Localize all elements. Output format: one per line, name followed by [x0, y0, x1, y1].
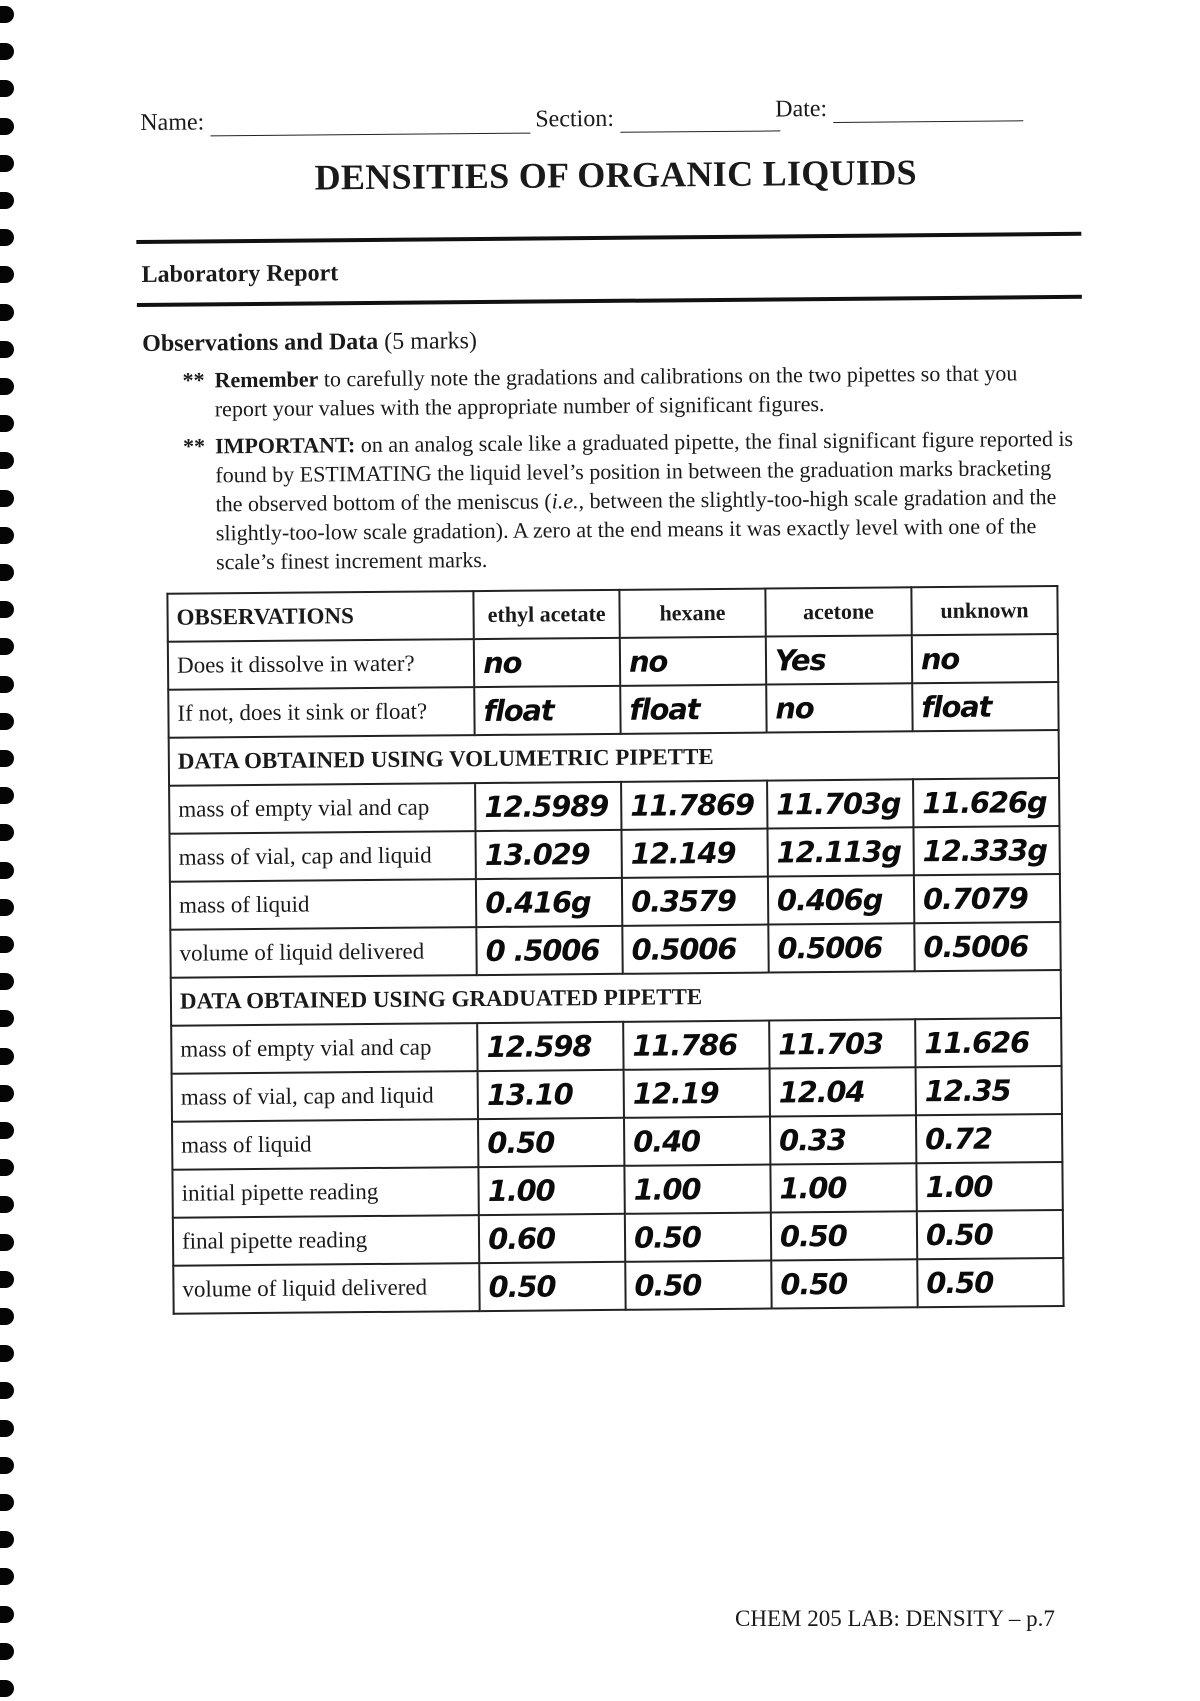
binding-hole [0, 452, 14, 469]
binding-hole [0, 527, 14, 544]
handwritten-entry[interactable]: 11.7869 [621, 781, 767, 830]
observations-table [166, 585, 1064, 1315]
binding-hole [0, 899, 14, 916]
name-label: Name: [140, 109, 205, 136]
graduated-row-label: mass of empty vial and cap [171, 1023, 478, 1074]
spiral-binding [0, 0, 26, 1701]
binding-hole [0, 601, 14, 618]
note2-text-b: between the slightly-too-high scale gradation and the slightly-too-low scale gradation). A zero at the end means it was exactly level with one of the scale’s finest increment marks. [215, 484, 1057, 575]
handwritten-entry[interactable]: 12.149 [621, 829, 767, 878]
note1-text: to carefully note the gradations and calibrations on the two pipettes so that you report your values with the appropriate number of significant figures. [214, 360, 1018, 422]
binding-hole [0, 1234, 14, 1251]
handwritten-entry[interactable]: 11.703 [769, 1019, 915, 1068]
header-unknown: unknown [911, 586, 1058, 635]
binding-hole [0, 1606, 14, 1623]
handwritten-entry[interactable]: 11.626 [915, 1018, 1062, 1067]
volumetric-row-label: mass of vial, cap and liquid [169, 831, 476, 882]
date-blank[interactable] [833, 98, 1023, 123]
binding-hole [0, 1308, 14, 1325]
date-field[interactable] [775, 94, 1023, 123]
handwritten-entry[interactable]: 0.72 [916, 1114, 1063, 1163]
handwritten-entry[interactable]: 0.416g [476, 878, 622, 927]
binding-hole [0, 1048, 14, 1065]
date-label: Date: [775, 96, 828, 123]
binding-hole [0, 1159, 14, 1176]
student-info-row [140, 82, 1090, 140]
binding-hole [0, 1345, 14, 1362]
binding-hole [0, 676, 14, 693]
binding-hole [0, 750, 14, 767]
handwritten-entry[interactable]: 0.7079 [914, 874, 1061, 923]
handwritten-entry[interactable]: 12.5989 [475, 782, 621, 831]
handwritten-entry[interactable]: no [766, 683, 912, 732]
header-ethyl-acetate: ethyl acetate [474, 590, 620, 639]
binding-hole [0, 1382, 14, 1399]
binding-hole [0, 713, 14, 730]
table-row [170, 874, 1060, 930]
handwritten-entry[interactable]: 0.50 [479, 1262, 625, 1311]
table-row [172, 1162, 1062, 1218]
binding-hole [0, 787, 14, 804]
volumetric-row-label: mass of liquid [170, 879, 477, 930]
handwritten-entry[interactable]: Yes [766, 635, 912, 684]
graduated-row-label: mass of liquid [172, 1119, 479, 1170]
table-row [169, 778, 1059, 834]
handwritten-entry[interactable]: 0.5006 [768, 923, 914, 972]
binding-hole [0, 415, 14, 432]
binding-hole [0, 118, 14, 135]
binding-hole [0, 80, 14, 97]
binding-hole [0, 1457, 14, 1474]
handwritten-entry[interactable]: 0.50 [917, 1210, 1064, 1259]
binding-hole [0, 824, 14, 841]
section-row [171, 970, 1061, 1026]
binding-hole [0, 192, 14, 209]
observations-title: Observations and Data [142, 328, 379, 357]
table-row [171, 1018, 1061, 1074]
binding-hole [0, 1122, 14, 1139]
handwritten-entry[interactable]: 12.113g [767, 827, 913, 876]
handwritten-entry[interactable]: 0.50 [771, 1259, 917, 1308]
volumetric-row-label: mass of empty vial and cap [169, 783, 476, 834]
handwritten-entry[interactable]: float [620, 685, 766, 734]
binding-hole [0, 1494, 14, 1511]
handwritten-entry[interactable]: float [912, 682, 1059, 731]
report-label: Laboratory Report [141, 260, 339, 288]
handwritten-entry[interactable]: float [474, 686, 620, 735]
page-footer: CHEM 205 LAB: DENSITY – p.7 [735, 1606, 1055, 1631]
table-row [173, 1258, 1063, 1314]
note1-stars: ** [182, 367, 205, 393]
binding-hole [0, 1531, 14, 1548]
handwritten-entry[interactable]: 12.19 [624, 1069, 770, 1118]
binding-hole [0, 1420, 14, 1437]
table-row [173, 1210, 1063, 1266]
binding-hole [0, 6, 14, 23]
lab-report-page [140, 82, 1101, 1315]
note2-ie: i.e., [551, 488, 585, 514]
handwritten-entry[interactable]: no [912, 634, 1059, 683]
handwritten-entry[interactable]: 12.598 [477, 1022, 623, 1071]
table-row [168, 634, 1058, 690]
handwritten-entry[interactable]: 0.5006 [622, 925, 768, 974]
binding-hole [0, 862, 14, 879]
handwritten-entry[interactable]: 0.60 [479, 1214, 625, 1263]
graduated-row-label: mass of vial, cap and liquid [172, 1071, 479, 1122]
binding-hole [0, 304, 14, 321]
graduated-row-label: final pipette reading [173, 1215, 480, 1266]
handwritten-entry[interactable]: no [620, 637, 766, 686]
note1-bold: Remember [214, 366, 319, 393]
note-important [183, 424, 1076, 577]
observation-row-label: Does it dissolve in water? [168, 639, 475, 690]
binding-hole [0, 1085, 14, 1102]
handwritten-entry[interactable]: 1.00 [770, 1163, 916, 1212]
binding-hole [0, 973, 14, 990]
binding-hole [0, 1680, 14, 1697]
name-blank[interactable] [210, 111, 530, 137]
handwritten-entry[interactable]: 0.40 [624, 1117, 770, 1166]
binding-hole [0, 1010, 14, 1027]
handwritten-entry[interactable]: 11.703g [767, 779, 913, 828]
handwritten-entry[interactable]: 13.029 [476, 830, 622, 879]
handwritten-entry[interactable]: 0.50 [917, 1258, 1064, 1307]
handwritten-entry[interactable]: 0.50 [625, 1213, 771, 1262]
handwritten-entry[interactable]: 12.04 [769, 1067, 915, 1116]
handwritten-entry[interactable]: 0 .5006 [476, 926, 622, 975]
binding-hole [0, 43, 14, 60]
section-label: Section: [535, 105, 615, 133]
table-row [172, 1066, 1062, 1122]
handwritten-entry[interactable]: 1.00 [479, 1166, 625, 1215]
binding-hole [0, 490, 14, 507]
table-header-row [167, 586, 1057, 642]
header-hexane: hexane [619, 589, 765, 638]
binding-hole [0, 1271, 14, 1288]
handwritten-entry[interactable]: 0.50 [771, 1211, 917, 1260]
handwritten-entry[interactable]: 0.50 [478, 1118, 624, 1167]
observations-marks: (5 marks) [384, 328, 477, 355]
handwritten-entry[interactable]: 1.00 [624, 1165, 770, 1214]
binding-hole [0, 378, 14, 395]
handwritten-entry[interactable]: 13.10 [478, 1070, 624, 1119]
graduated-row-label: initial pipette reading [172, 1167, 479, 1218]
header-acetone: acetone [765, 587, 911, 636]
table-row [169, 826, 1059, 882]
note2-bold: IMPORTANT: [214, 432, 356, 459]
handwritten-entry[interactable]: 0.406g [768, 875, 914, 924]
handwritten-entry[interactable]: no [474, 638, 620, 687]
binding-hole [0, 341, 14, 358]
page-title: DENSITIES OF ORGANIC LIQUIDS [314, 152, 918, 198]
observations-heading [142, 323, 1092, 358]
handwritten-entry[interactable]: 0.33 [770, 1115, 916, 1164]
binding-hole [0, 638, 14, 655]
table-row [168, 682, 1058, 738]
binding-hole [0, 1643, 14, 1660]
handwritten-entry[interactable]: 11.626g [913, 778, 1060, 827]
volumetric-section-title: DATA OBTAINED USING VOLUMETRIC PIPETTE [169, 730, 1059, 786]
handwritten-entry[interactable]: 0.3579 [622, 877, 768, 926]
handwritten-entry[interactable]: 1.00 [916, 1162, 1063, 1211]
handwritten-entry[interactable]: 12.333g [913, 826, 1060, 875]
section-blank[interactable] [620, 108, 780, 132]
note-remember [182, 358, 1074, 424]
handwritten-entry[interactable]: 11.786 [623, 1021, 769, 1070]
binding-hole [0, 1196, 14, 1213]
handwritten-entry[interactable]: 0.5006 [914, 922, 1061, 971]
binding-hole [0, 564, 14, 581]
binding-hole [0, 266, 14, 283]
handwritten-entry[interactable]: 0.50 [625, 1261, 771, 1310]
binding-hole [0, 229, 14, 246]
section-row [169, 730, 1059, 786]
graduated-row-label: volume of liquid delivered [173, 1263, 480, 1314]
binding-hole [0, 155, 14, 172]
name-field[interactable] [140, 107, 530, 137]
binding-hole [0, 936, 14, 953]
note2-text-a: on an analog scale like a graduated pipette, the final significant figure reported is found by ESTIMATING the liquid level’s position in between the graduation marks bracketing the observed bottom of the meniscus ( [215, 425, 1074, 517]
observation-row-label: If not, does it sink or float? [168, 687, 475, 738]
note2-stars: ** [183, 433, 206, 459]
header-observations: OBSERVATIONS [167, 591, 474, 642]
table-row [172, 1114, 1062, 1170]
section-field[interactable] [535, 104, 780, 133]
binding-hole [0, 1568, 14, 1585]
handwritten-entry[interactable]: 12.35 [915, 1066, 1062, 1115]
graduated-section-title: DATA OBTAINED USING GRADUATED PIPETTE [171, 970, 1061, 1026]
table-row [170, 922, 1060, 978]
volumetric-row-label: volume of liquid delivered [170, 927, 477, 978]
